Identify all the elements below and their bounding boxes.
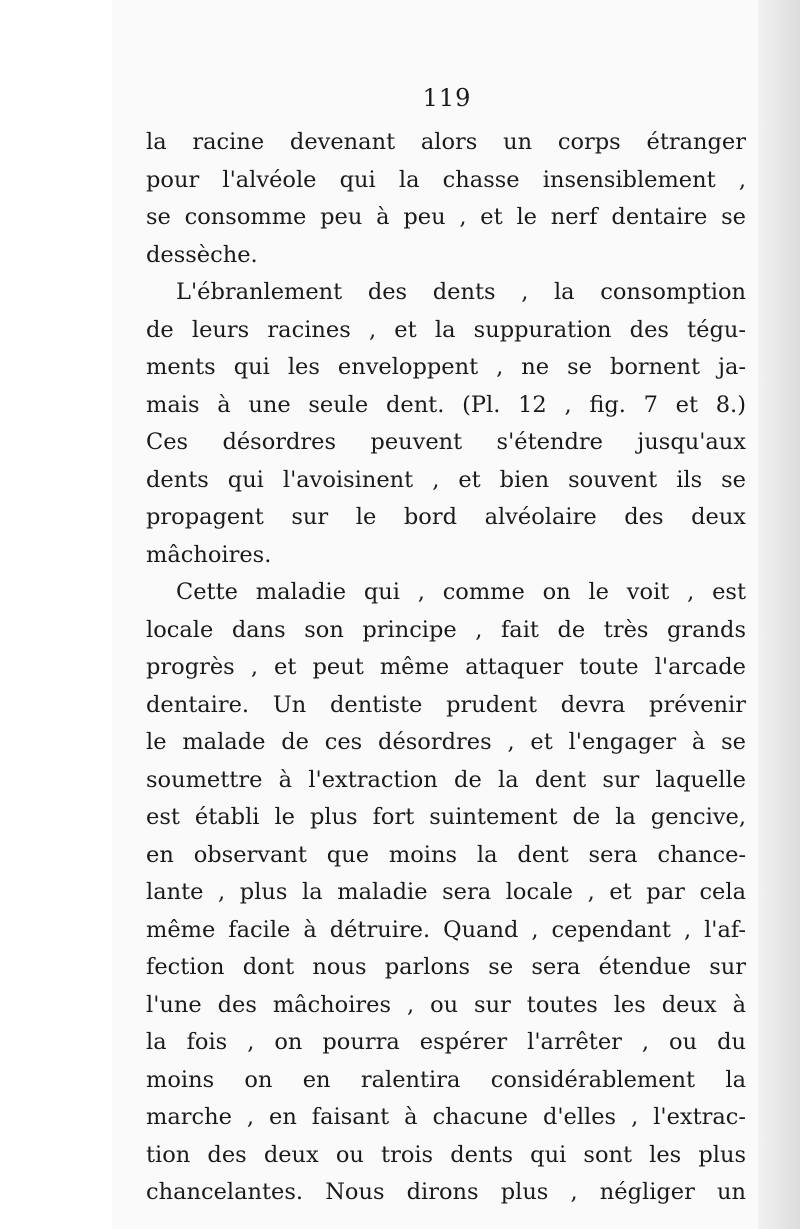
text-line: dessèche. — [146, 241, 258, 268]
text-line: propagent sur le bord alvéolaire des deux — [146, 504, 746, 530]
text-line: mais à une seule dent. (Pl. 12 , fig. 7 et 8.) — [146, 391, 746, 418]
text-line: de leurs racines , et la suppuration des tégu- — [146, 316, 746, 343]
text-line: même facile à détruire. Quand , cependant , l'af- — [146, 916, 746, 943]
text-line: ments qui les enveloppent , ne se bornent ja- — [146, 354, 746, 380]
text-line: Cette maladie qui , comme on le voit , est — [176, 579, 746, 605]
text-line: tion des deux ou trois dents qui sont les plus — [146, 1141, 746, 1168]
text-line: mâchoires. — [146, 541, 272, 568]
text-line: pour l'alvéole qui la chasse insensiblement , — [146, 166, 746, 193]
text-line: Ces désordres peuvent s'étendre jusqu'aux — [146, 429, 746, 455]
text-line: dentaire. Un dentiste prudent devra prévenir — [146, 691, 746, 718]
text-line: le malade de ces désordres , et l'engager à se — [146, 729, 746, 755]
text-line: L'ébranlement des dents , la consomption — [176, 279, 746, 305]
text-line: locale dans son principe , fait de très grands — [146, 616, 746, 643]
page-number: 119 — [422, 84, 472, 112]
text-line: soumettre à l'extraction de la dent sur laquelle — [146, 766, 746, 793]
text-line: l'une des mâchoires , ou sur toutes les deux à — [146, 991, 746, 1018]
text-line: moins on en ralentira considérablement la — [146, 1066, 746, 1093]
text-line: dents qui l'avoisinent , et bien souvent ils se — [146, 466, 746, 493]
text-line: progrès , et peut même attaquer toute l'arcade — [146, 654, 746, 680]
text-line: la racine devenant alors un corps étranger — [146, 129, 746, 155]
text-line: se consomme peu à peu , et le nerf dentaire se — [146, 204, 746, 230]
text-line: en observant que moins la dent sera chance- — [146, 841, 746, 868]
text-line: est établi le plus fort suintement de la gencive, — [146, 804, 746, 830]
text-line: marche , en faisant à chacune d'elles , l'extrac- — [146, 1104, 746, 1130]
text-line: chancelantes. Nous dirons plus , négliger un — [146, 1179, 746, 1205]
body-text — [146, 124, 746, 1212]
text-line: lante , plus la maladie sera locale , et par cela — [146, 879, 746, 905]
page-edge-right — [758, 0, 800, 1229]
text-line: fection dont nous parlons se sera étendue sur — [146, 954, 746, 980]
text-line: la fois , on pourra espérer l'arrêter , ou du — [146, 1029, 746, 1055]
page-margin-left — [0, 0, 112, 1229]
